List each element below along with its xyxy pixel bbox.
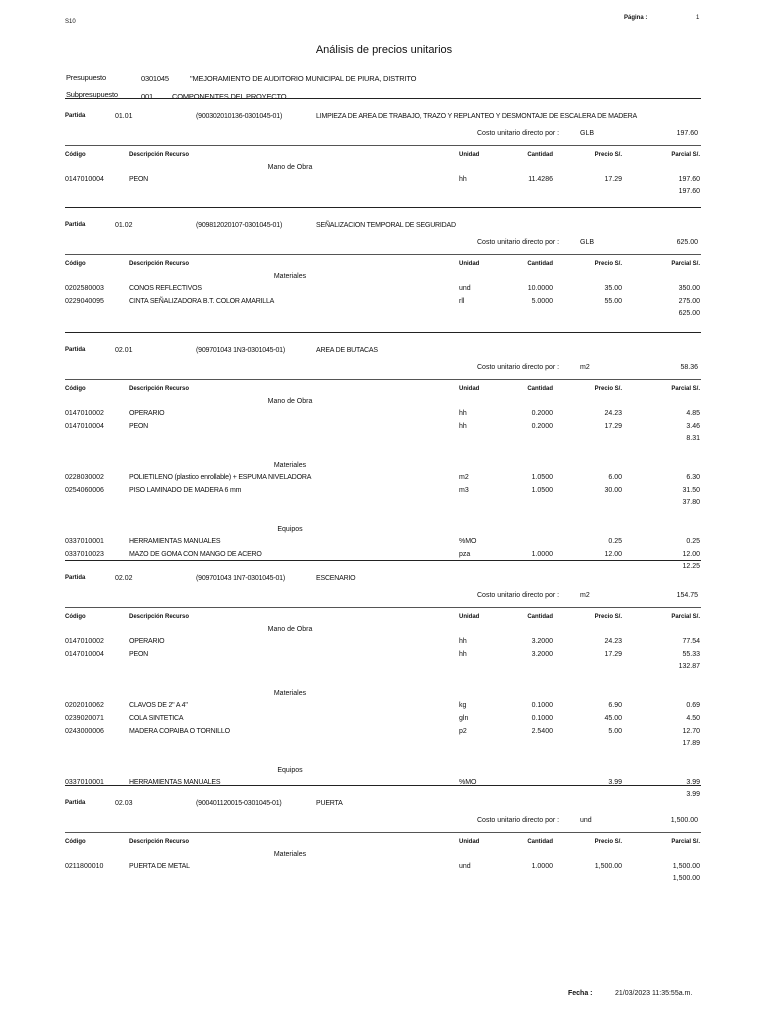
col-cantidad: Cantidad	[527, 614, 553, 620]
resource-desc: POLIETILENO (plastico enrollable) + ESPUMA NIVELADORA	[129, 474, 312, 481]
resource-price: 0.25	[608, 538, 622, 545]
partida-name: LIMPIEZA DE AREA DE TRABAJO, TRAZO Y REPLANTEO Y DESMONTAJE DE ESCALERA DE MADERA	[316, 113, 637, 120]
column-header-rule	[65, 379, 701, 380]
resource-quantity: 0.2000	[531, 423, 553, 430]
resource-price: 6.00	[608, 474, 622, 481]
resource-quantity: 0.1000	[531, 702, 553, 709]
resource-code: 0202010062	[65, 702, 104, 709]
unit-cost-label: Costo unitario directo por :	[477, 364, 560, 371]
unit-cost-unit: GLB	[580, 239, 595, 246]
col-parcial: Parcial S/.	[671, 839, 700, 845]
resource-partial: 3.99	[686, 779, 700, 786]
resource-price: 45.00	[604, 715, 622, 722]
resource-quantity: 10.0000	[527, 285, 553, 292]
resource-code: 0228030002	[65, 474, 104, 481]
unit-cost-value: 197.60	[676, 130, 698, 137]
group-subtotal: 1,500.00	[672, 875, 700, 882]
group-subtotal: 17.89	[682, 740, 700, 747]
col-codigo: Código	[65, 261, 86, 267]
resource-desc: OPERARIO	[129, 410, 165, 417]
presupuesto-label: Presupuesto	[66, 73, 106, 82]
partida-separator	[65, 560, 701, 561]
resource-code: 0254060006	[65, 487, 104, 494]
col-parcial: Parcial S/.	[671, 152, 700, 158]
resource-desc: HERRAMIENTAS MANUALES	[129, 779, 221, 786]
resource-code: 0211800010	[65, 863, 104, 870]
resource-unit: %MO	[459, 779, 477, 786]
group-subtotal: 132.87	[678, 663, 700, 670]
resource-code: 0147010004	[65, 423, 104, 430]
partida-name: ESCENARIO	[316, 575, 356, 582]
resource-quantity: 0.1000	[531, 715, 553, 722]
resource-unit: p2	[459, 728, 467, 735]
partida-item: 02.03	[115, 800, 133, 807]
group-label: Materiales	[273, 851, 307, 858]
resource-unit: kg	[459, 702, 467, 709]
resource-desc: PEON	[129, 423, 149, 430]
col-unidad: Unidad	[459, 839, 480, 845]
resource-desc: PISO LAMINADO DE MADERA 6 mm	[129, 487, 242, 494]
resource-unit: m3	[459, 487, 469, 494]
fecha-value: 21/03/2023 11:35:55a.m.	[615, 990, 693, 997]
partida-name: AREA DE BUTACAS	[316, 347, 378, 354]
resource-price: 5.00	[608, 728, 622, 735]
resource-quantity: 11.4286	[528, 176, 553, 183]
resource-price: 6.90	[608, 702, 622, 709]
resource-unit: hh	[459, 638, 467, 645]
col-codigo: Código	[65, 614, 86, 620]
resource-desc: HERRAMIENTAS MANUALES	[129, 538, 221, 545]
resource-partial: 0.69	[686, 702, 700, 709]
resource-quantity: 3.2000	[531, 651, 553, 658]
subpresupuesto-name: COMPONENTES DEL PROYECTO	[172, 92, 287, 101]
page-number: 1	[696, 15, 700, 21]
partida-separator	[65, 207, 701, 208]
page-label: Página :	[624, 15, 648, 21]
partida-name: SEÑALIZACION TEMPORAL DE SEGURIDAD	[316, 222, 456, 229]
col-descripcion: Descripción Recurso	[129, 614, 190, 620]
resource-price: 24.23	[604, 410, 622, 417]
resource-desc: MAZO DE GOMA CON MANGO DE ACERO	[129, 551, 262, 558]
col-codigo: Código	[65, 152, 86, 158]
unit-cost-unit: m2	[580, 364, 590, 371]
resource-code: 0243000006	[65, 728, 104, 735]
col-codigo: Código	[65, 839, 86, 845]
resource-price: 55.00	[604, 298, 622, 305]
partida-label: Partida	[65, 575, 86, 581]
unit-cost-value: 58.36	[680, 364, 698, 371]
unit-cost-unit: und	[580, 817, 592, 824]
resource-unit: und	[459, 863, 471, 870]
resource-partial: 0.25	[686, 538, 700, 545]
resource-desc: COLA SINTETICA	[129, 715, 184, 722]
col-descripcion: Descripción Recurso	[129, 152, 190, 158]
resource-quantity: 0.2000	[531, 410, 553, 417]
group-label: Equipos	[277, 526, 303, 533]
resource-partial: 275.00	[678, 298, 700, 305]
resource-price: 30.00	[604, 487, 622, 494]
partida-separator	[65, 98, 701, 99]
col-cantidad: Cantidad	[527, 152, 553, 158]
unit-cost-value: 1,500.00	[670, 817, 698, 824]
group-subtotal: 3.99	[686, 791, 700, 798]
group-label: Equipos	[277, 767, 303, 774]
page-title: Análisis de precios unitarios	[315, 44, 453, 56]
unit-cost-label: Costo unitario directo por :	[477, 239, 560, 246]
resource-desc: PEON	[129, 176, 149, 183]
resource-partial: 77.54	[682, 638, 700, 645]
partida-name: PUERTA	[316, 800, 343, 807]
system-code: S10	[65, 19, 76, 25]
partida-code: (900401120015-0301045-01)	[196, 800, 282, 807]
col-cantidad: Cantidad	[527, 261, 553, 267]
unit-cost-unit: m2	[580, 592, 590, 599]
col-unidad: Unidad	[459, 152, 480, 158]
group-subtotal: 8.31	[686, 435, 700, 442]
unit-cost-label: Costo unitario directo por :	[477, 817, 560, 824]
col-descripcion: Descripción Recurso	[129, 386, 190, 392]
resource-partial: 31.50	[682, 487, 700, 494]
resource-code: 0337010023	[65, 551, 104, 558]
presupuesto-code: 0301045	[141, 74, 169, 83]
resource-code: 0147010004	[65, 176, 104, 183]
partida-item: 02.02	[115, 575, 133, 582]
resource-code: 0147010002	[65, 410, 104, 417]
resource-desc: PUERTA DE METAL	[129, 863, 190, 870]
resource-quantity: 1.0500	[531, 487, 553, 494]
resource-quantity: 1.0000	[531, 551, 553, 558]
resource-code: 0229040095	[65, 298, 104, 305]
partida-item: 02.01	[115, 347, 133, 354]
resource-unit: gln	[459, 715, 469, 722]
resource-code: 0239020071	[65, 715, 104, 722]
resource-partial: 197.60	[678, 176, 700, 183]
resource-quantity: 3.2000	[531, 638, 553, 645]
resource-partial: 1,500.00	[672, 863, 700, 870]
group-label: Mano de Obra	[267, 626, 313, 633]
resource-code: 0147010004	[65, 651, 104, 658]
col-cantidad: Cantidad	[527, 839, 553, 845]
col-codigo: Código	[65, 386, 86, 392]
resource-unit: rll	[459, 298, 465, 305]
group-subtotal: 625.00	[678, 310, 700, 317]
resource-price: 35.00	[604, 285, 622, 292]
col-cantidad: Cantidad	[527, 386, 553, 392]
resource-unit: hh	[459, 410, 467, 417]
col-unidad: Unidad	[459, 614, 480, 620]
unit-cost-label: Costo unitario directo por :	[477, 130, 560, 137]
col-precio: Precio S/.	[594, 386, 622, 392]
unit-cost-value: 154.75	[676, 592, 698, 599]
col-precio: Precio S/.	[594, 152, 622, 158]
resource-desc: OPERARIO	[129, 638, 165, 645]
resource-partial: 55.33	[682, 651, 700, 658]
group-label: Materiales	[273, 273, 307, 280]
group-label: Mano de Obra	[267, 164, 313, 171]
col-precio: Precio S/.	[594, 839, 622, 845]
group-subtotal: 197.60	[678, 188, 700, 195]
fecha-label: Fecha :	[568, 990, 593, 997]
subpresupuesto-code: 001	[141, 92, 153, 101]
resource-code: 0337010001	[65, 779, 104, 786]
resource-partial: 350.00	[678, 285, 700, 292]
partida-code: (909701043 1N7-0301045-01)	[196, 575, 285, 582]
resource-price: 12.00	[604, 551, 622, 558]
column-header-rule	[65, 832, 701, 833]
resource-partial: 12.00	[682, 551, 700, 558]
resource-unit: hh	[459, 423, 467, 430]
resource-unit: hh	[459, 176, 467, 183]
unit-cost-value: 625.00	[676, 239, 698, 246]
partida-label: Partida	[65, 222, 86, 228]
resource-code: 0202580003	[65, 285, 104, 292]
group-label: Materiales	[273, 462, 307, 469]
partida-code: (900302010136-0301045-01)	[196, 113, 283, 120]
resource-partial: 4.85	[686, 410, 700, 417]
resource-unit: und	[459, 285, 471, 292]
resource-partial: 4.50	[686, 715, 700, 722]
resource-price: 17.29	[604, 651, 622, 658]
partida-item: 01.02	[115, 222, 133, 229]
col-descripcion: Descripción Recurso	[129, 839, 190, 845]
partida-label: Partida	[65, 347, 86, 353]
partida-label: Partida	[65, 800, 86, 806]
group-subtotal: 37.80	[682, 499, 700, 506]
partida-label: Partida	[65, 113, 86, 119]
group-label: Materiales	[273, 690, 307, 697]
resource-quantity: 5.0000	[531, 298, 553, 305]
resource-partial: 12.70	[682, 728, 700, 735]
resource-unit: %MO	[459, 538, 477, 545]
resource-desc: CINTA SEÑALIZADORA B.T. COLOR AMARILLA	[129, 298, 275, 305]
resource-quantity: 2.5400	[531, 728, 553, 735]
unit-cost-label: Costo unitario directo por :	[477, 592, 560, 599]
resource-price: 17.29	[604, 176, 622, 183]
partida-item: 01.01	[115, 113, 133, 120]
partida-code: (909701043 1N3-0301045-01)	[196, 347, 285, 354]
partida-code: (909812020107-0301045-01)	[196, 222, 283, 229]
group-subtotal: 12.25	[682, 563, 700, 570]
partida-separator	[65, 332, 701, 333]
column-header-rule	[65, 145, 701, 146]
resource-code: 0147010002	[65, 638, 104, 645]
col-unidad: Unidad	[459, 386, 480, 392]
group-label: Mano de Obra	[267, 398, 313, 405]
presupuesto-name: "MEJORAMIENTO DE AUDITORIO MUNICIPAL DE PIURA, DISTRITO	[190, 74, 417, 83]
col-descripcion: Descripción Recurso	[129, 261, 190, 267]
col-parcial: Parcial S/.	[671, 261, 700, 267]
col-unidad: Unidad	[459, 261, 480, 267]
resource-unit: pza	[459, 551, 471, 558]
resource-desc: PEON	[129, 651, 149, 658]
col-precio: Precio S/.	[594, 261, 622, 267]
partida-separator	[65, 785, 701, 786]
resource-quantity: 1.0500	[531, 474, 553, 481]
resource-price: 24.23	[604, 638, 622, 645]
resource-desc: CONOS REFLECTIVOS	[129, 285, 202, 292]
col-parcial: Parcial S/.	[671, 386, 700, 392]
col-precio: Precio S/.	[594, 614, 622, 620]
col-parcial: Parcial S/.	[671, 614, 700, 620]
resource-desc: MADERA COPAIBA O TORNILLO	[129, 728, 230, 735]
resource-price: 1,500.00	[594, 863, 622, 870]
subpresupuesto-label: Subpresupuesto	[66, 90, 118, 99]
resource-price: 3.99	[608, 779, 622, 786]
resource-unit: hh	[459, 651, 467, 658]
resource-code: 0337010001	[65, 538, 104, 545]
resource-partial: 3.46	[686, 423, 700, 430]
resource-price: 17.29	[604, 423, 622, 430]
column-header-rule	[65, 607, 701, 608]
resource-quantity: 1.0000	[531, 863, 553, 870]
column-header-rule	[65, 254, 701, 255]
unit-cost-unit: GLB	[580, 130, 595, 137]
resource-unit: m2	[459, 474, 469, 481]
resource-desc: CLAVOS DE 2" A 4"	[129, 702, 188, 709]
resource-partial: 6.30	[686, 474, 700, 481]
